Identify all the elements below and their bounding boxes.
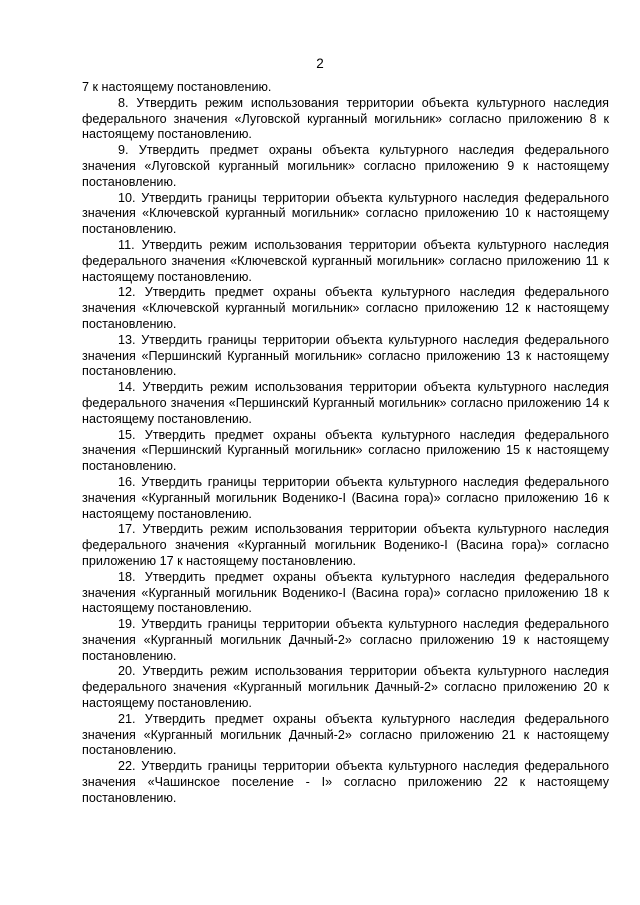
paragraph-item-20: 20. Утвердить режим использования территории объекта культурного наследия федерального значения «Курганный могильник Дачный-2» согласно приложению 20 к настоящему постановлению. xyxy=(82,664,609,711)
paragraph-item-19: 19. Утвердить границы территории объекта культурного наследия федерального значения «Курганный могильник Дачный-2» согласно приложению 19 к настоящему постановлению. xyxy=(82,617,609,663)
paragraph-item-13: 13. Утвердить границы территории объекта культурного наследия федерального значения «Першинский Курганный могильник» согласно приложению 13 к настоящему постановлению. xyxy=(82,332,609,379)
paragraph-item-12: 12. Утвердить предмет охраны объекта культурного наследия федерального значения «Ключевской курганный могильник» согласно приложению 12 к настоящему постановлению. xyxy=(82,285,609,331)
paragraph-item-15: 15. Утвердить предмет охраны объекта культурного наследия федерального значения «Першинский Курганный могильник» согласно приложению 15 к настоящему постановлению. xyxy=(82,427,609,474)
paragraph-item-22: 22. Утвердить границы территории объекта культурного наследия федерального значения «Чашинское поселение - I» согласно приложению 22 к настоящему постановлению. xyxy=(82,759,609,805)
paragraph-item-18: 18. Утвердить предмет охраны объекта культурного наследия федерального значения «Курганный могильник Воденико-I (Васина гора)» согласно приложению 18 к настоящему постановлению. xyxy=(82,569,609,616)
page-number: 2 xyxy=(316,56,324,71)
paragraph-continuation: 7 к настоящему постановлению. xyxy=(82,80,272,94)
document-body xyxy=(82,80,609,807)
paragraph-item-9: 9. Утвердить предмет охраны объекта культурного наследия федерального значения «Луговской курганный могильник» согласно приложению 9 к настоящему постановлению. xyxy=(82,143,609,189)
paragraph-item-14: 14. Утвердить режим использования территории объекта культурного наследия федерального значения «Першинский Курганный могильник» согласно приложению 14 к настоящему постановлению. xyxy=(82,380,609,426)
paragraph-item-21: 21. Утвердить предмет охраны объекта культурного наследия федерального значения «Курганный могильник Дачный-2» согласно приложению 21 к настоящему постановлению. xyxy=(82,711,609,758)
paragraph-item-8: 8. Утвердить режим использования территории объекта культурного наследия федерального значения «Луговской курганный могильник» согласно приложению 8 к настоящему постановлению. xyxy=(82,95,609,142)
paragraph-item-10: 10. Утвердить границы территории объекта культурного наследия федерального значения «Ключевской курганный могильник» согласно приложению 10 к настоящему постановлению. xyxy=(82,190,609,237)
paragraph-item-16: 16. Утвердить границы территории объекта культурного наследия федерального значения «Курганный могильник Воденико-I (Васина гора)» согласно приложению 16 к настоящему постановлению. xyxy=(82,474,609,521)
paragraph-item-17: 17. Утвердить режим использования территории объекта культурного наследия федерального значения «Курганный могильник Воденико-I (Васина гора)» согласно приложению 17 к настоящему постановлению. xyxy=(82,522,609,568)
paragraph-item-11: 11. Утвердить режим использования территории объекта культурного наследия федерального значения «Ключевской курганный могильник» согласно приложению 11 к настоящему постановлению. xyxy=(82,237,609,284)
